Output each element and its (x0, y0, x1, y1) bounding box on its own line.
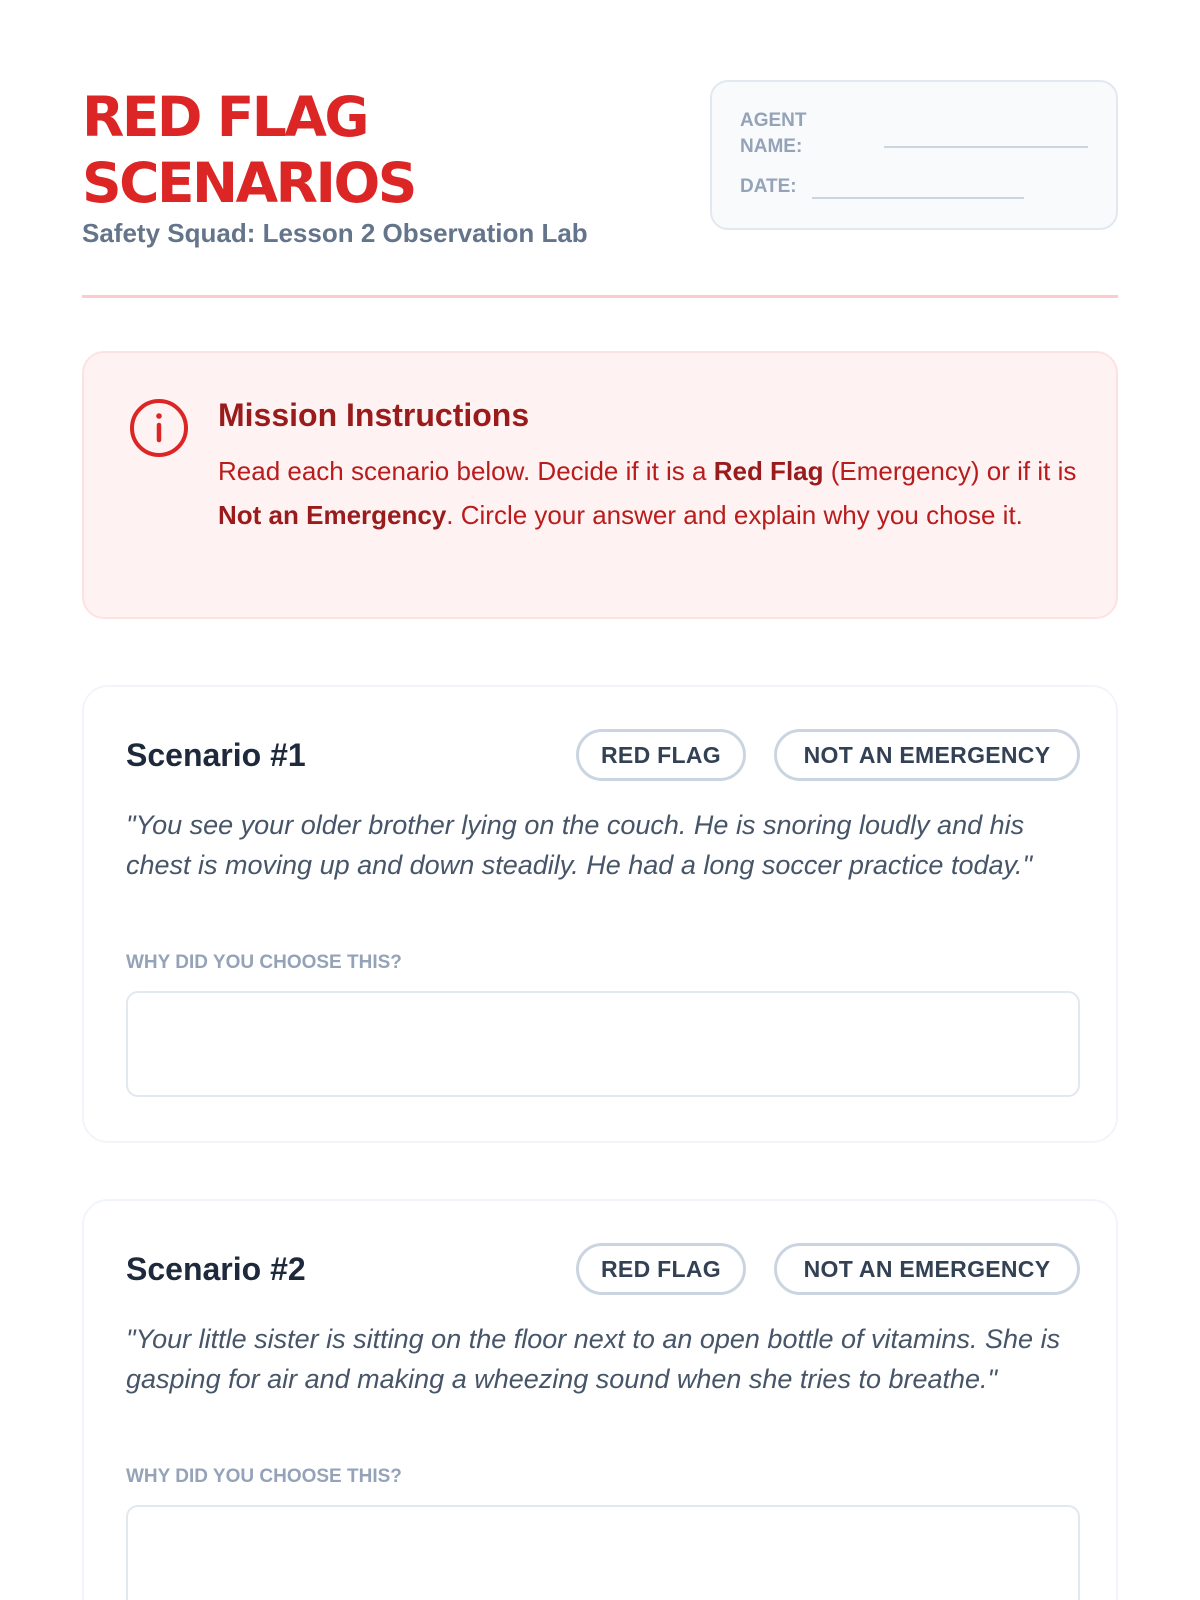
scenario-title: Scenario #2 (126, 1251, 306, 1287)
agent-name-field[interactable] (884, 146, 1088, 148)
scenario-text: "You see your older brother lying on the couch. He is snoring loudly and his chest is moving up and down steadily. He had a long soccer practice today." (126, 810, 1033, 880)
instructions-text (218, 449, 1078, 537)
scenario-text: "Your little sister is sitting on the floor next to an open bottle of vitamins. She is gasping for air and making a wheezing sound when she tries to breathe." (126, 1324, 1061, 1394)
instructions-highlight-red-flag: Red Flag (713, 456, 824, 486)
not-an-emergency-option[interactable]: NOT AN EMERGENCY (774, 1243, 1080, 1295)
scenario-card (82, 685, 1118, 1143)
answer-box[interactable] (126, 1505, 1080, 1600)
instructions-text-part: Read each scenario below. Decide if it is a (218, 456, 714, 486)
not-an-emergency-option[interactable]: NOT AN EMERGENCY (774, 729, 1080, 781)
date-field[interactable] (812, 197, 1024, 199)
worksheet-header (82, 80, 1118, 298)
instructions-highlight-not-emergency: Not an Emergency (218, 500, 447, 530)
answer-box[interactable] (126, 991, 1080, 1097)
instructions-text-part: . Circle your answer and explain why you chose it. (446, 500, 1023, 530)
page-title: RED FLAG SCENARIOS (82, 85, 415, 215)
why-label: WHY DID YOU CHOOSE THIS? (126, 1466, 402, 1487)
scenario-title: Scenario #1 (126, 737, 306, 773)
mission-instructions-panel (82, 351, 1118, 619)
why-label: WHY DID YOU CHOOSE THIS? (126, 952, 402, 973)
page-subtitle: Safety Squad: Lesson 2 Observation Lab (82, 218, 588, 248)
scenario-card (82, 1199, 1118, 1600)
instructions-text-part: (Emergency) or if it is (823, 456, 1077, 486)
red-flag-option[interactable]: RED FLAG (576, 729, 746, 781)
red-flag-option[interactable]: RED FLAG (576, 1243, 746, 1295)
instructions-title: Mission Instructions (218, 397, 530, 433)
date-label: DATE: (740, 176, 797, 197)
info-icon (128, 397, 190, 459)
agent-name-label: AGENT NAME: (740, 110, 807, 157)
agent-info-box (710, 80, 1118, 230)
